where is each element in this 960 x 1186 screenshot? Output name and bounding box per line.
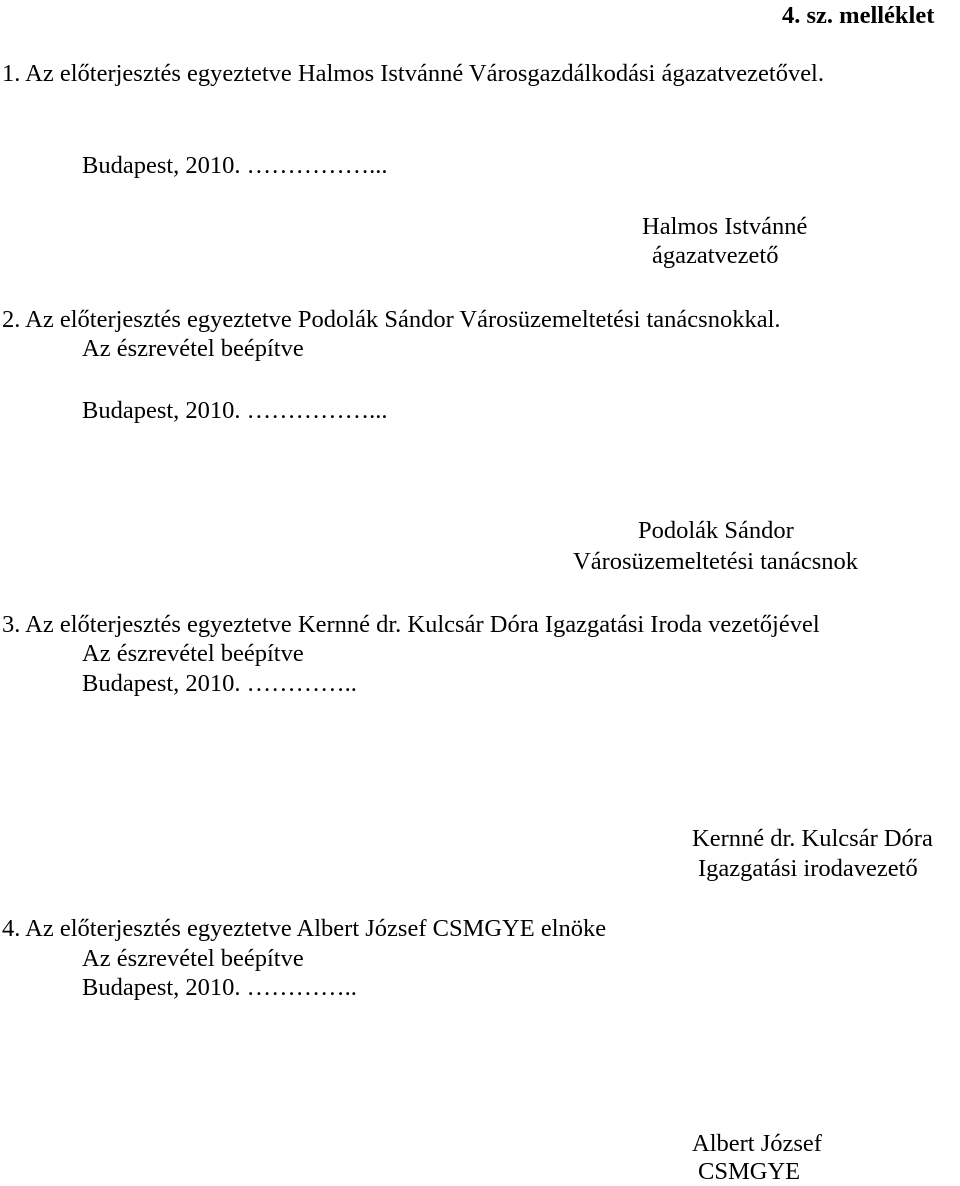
section-3-signer-name: Kernné dr. Kulcsár Dóra: [692, 825, 933, 852]
section-2-signer-name: Podolák Sándor: [638, 517, 794, 544]
section-2-signer-title: Városüzemeltetési tanácsnok: [573, 548, 859, 575]
section-1-text: 1. Az előterjesztés egyeztetve Halmos Istvánné Városgazdálkodási ágazatvezetővel.: [2, 60, 824, 87]
section-4-note: Az észrevétel beépítve: [82, 945, 304, 972]
section-3-date: Budapest, 2010. …………..: [82, 670, 357, 697]
section-4-signer-title: CSMGYE: [698, 1158, 801, 1185]
section-1-signer-name: Halmos Istvánné: [642, 213, 808, 240]
section-4-date: Budapest, 2010. …………..: [82, 974, 357, 1001]
annex-label: 4. sz. melléklet: [782, 2, 935, 29]
section-1-signer-title: ágazatvezető: [652, 242, 779, 269]
section-3-signer-title: Igazgatási irodavezető: [698, 855, 918, 882]
section-1-date: Budapest, 2010. ……………...: [82, 152, 388, 179]
section-2-note: Az észrevétel beépítve: [82, 335, 304, 362]
section-2-date: Budapest, 2010. ……………...: [82, 397, 388, 424]
section-4-text: 4. Az előterjesztés egyeztetve Albert József CSMGYE elnöke: [2, 915, 607, 942]
section-3-note: Az észrevétel beépítve: [82, 640, 304, 667]
section-3-text: 3. Az előterjesztés egyeztetve Kernné dr. Kulcsár Dóra Igazgatási Iroda vezetőjével: [2, 611, 820, 638]
section-2-text: 2. Az előterjesztés egyeztetve Podolák Sándor Városüzemeltetési tanácsnokkal.: [2, 306, 781, 333]
section-4-signer-name: Albert József: [692, 1130, 822, 1157]
